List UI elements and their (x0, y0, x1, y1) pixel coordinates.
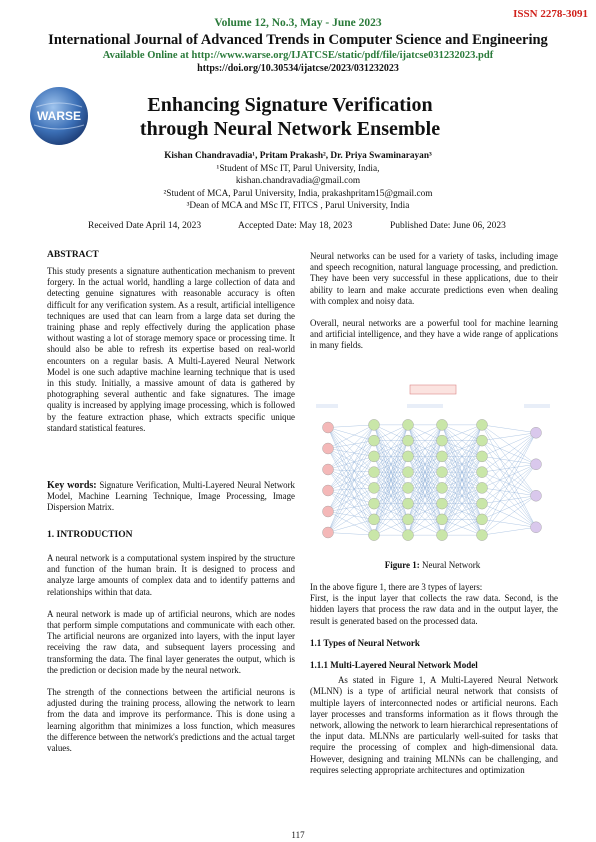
right-bottom-body (310, 582, 558, 787)
figure-caption-label: Figure 1: (384, 560, 420, 570)
accepted-date: Accepted Date: May 18, 2023 (238, 221, 353, 231)
network-edge (482, 433, 536, 441)
abstract-text: This study presents a signature authentication mechanism to prevent forgery. In the actual world, handling a large collection of data and detecting genuine signatures with reasonable accuracy is often difficult for any verification system. As a result, artificial intelligence techniques are used that can learn from a large data set during the training phase and reply effectively during the application phase without wasting a lot of storage memory space or processing time. It should also be able to refresh its expertise based on real-world encounters on a regular basis. A Multi-Layered Neural Network Model is one such adaptive machine learning technique that is used in this study. Initially, a massive amount of data is gathered by photographing several authentic and fake signatures. The image quality is increased by applying image processing, which is followed by the feature extraction phase, which extracts specific unique standard statistical features. (47, 266, 295, 433)
intro-paragraph-2: A neural network is made up of artificial neurons, which are nodes that perform simple computations and communicate with each other. The artificial neurons are organized into layers, with the input layer receiving the raw data, and subsequent layers processing and transforming the data. The final layer generates the output, which is the prediction or decision made by the neural network. (47, 608, 295, 675)
network-edge (482, 433, 536, 504)
network-edge (328, 425, 374, 491)
author-block (0, 150, 596, 213)
network-node (323, 443, 334, 454)
issn-label: ISSN 2278-3091 (513, 8, 588, 20)
network-node (369, 467, 380, 478)
network-node (403, 482, 414, 493)
right-top-body (310, 251, 558, 363)
journal-title: International Journal of Advanced Trends in Computer Science and Engineering (48, 32, 548, 48)
abstract-heading: ABSTRACT (47, 250, 99, 260)
intro-heading: 1. INTRODUCTION (47, 530, 133, 540)
figure-caption (310, 560, 555, 570)
section-1-1-1-heading: 1.1.1 Multi-Layered Neural Network Model (310, 660, 478, 671)
right-paragraph-1: Neural networks can be used for a variety of tasks, including image and speech recognition, natural language processing, and prediction. They have been very successful in these applications, due to their ability to learn and make accurate predictions even when dealing with complex and noisy data. (310, 251, 558, 306)
output-layer-label-box (524, 404, 550, 408)
network-node (437, 451, 448, 462)
network-node (403, 451, 414, 462)
paper-title (100, 93, 480, 141)
network-node (403, 530, 414, 541)
affiliation-1: ¹Student of MSc IT, Parul University, India, (216, 163, 380, 174)
network-node (531, 427, 542, 438)
network-node (403, 419, 414, 430)
received-date: Received Date April 14, 2023 (88, 221, 202, 231)
network-node (323, 464, 334, 475)
network-node (369, 498, 380, 509)
network-edge (328, 441, 374, 512)
network-node (369, 530, 380, 541)
title-line-2: through Neural Network Ensemble (139, 118, 441, 140)
network-node (531, 490, 542, 501)
network-node (403, 435, 414, 446)
network-edge (328, 533, 374, 536)
right-paragraph-5: As stated in Figure 1, A Multi-Layered Neural Network (MLNN) is a type of artificial neural network that consists of multiple layers of interconnected nodes or artificial neurons. Each layer processes and transforms information as it flows through the network, allowing the network to learn hierarchical representations of the input data. MLNNs are particularly well-suited for tasks that require the processing of complex and high-dimensional data. However, designing and training MLNNs can be challenging, and requires selecting appropriate architectures and optimization (310, 675, 558, 775)
network-edge (482, 433, 536, 488)
network-node (369, 514, 380, 525)
network-edge (328, 425, 374, 428)
network-edge (328, 470, 374, 473)
network-node (437, 530, 448, 541)
right-paragraph-4: First, is the input layer that collects the raw data. Second, is the hidden layers that process the raw data and in the output layer, the result is generated based on the processed data. (310, 593, 558, 626)
network-node (323, 506, 334, 517)
available-online-link[interactable]: Available Online at http://www.warse.org/IJATCSE/static/pdf/file/ijatcse031232023.pdf (102, 50, 494, 61)
intro-body (47, 553, 295, 765)
network-node (369, 435, 380, 446)
right-paragraph-2: Overall, neural networks are a powerful tool for machine learning and artificial intelligence, and they have a wide range of applications in many fields. (310, 318, 558, 351)
network-edge (482, 464, 536, 535)
section-1-1-heading: 1.1 Types of Neural Network (310, 637, 420, 648)
email-1: kishan.chandravadia@gmail.com (235, 176, 361, 186)
published-date: Published Date: June 06, 2023 (390, 221, 506, 231)
page-number: 117 (291, 830, 305, 840)
network-edge (328, 488, 374, 491)
network-node (437, 467, 448, 478)
network-edge (482, 496, 536, 520)
network-edge (482, 433, 536, 457)
network-node (477, 467, 488, 478)
network-edge (482, 527, 536, 535)
network-node (323, 422, 334, 433)
figure-caption-text: Neural Network (419, 560, 481, 570)
network-node (437, 498, 448, 509)
network-node (403, 514, 414, 525)
network-node (437, 419, 448, 430)
network-edge (482, 433, 536, 472)
network-node (477, 435, 488, 446)
network-node (369, 482, 380, 493)
intro-paragraph-3: The strength of the connections between the artificial neurons is adjusted during the training process, allowing the network to learn from the data and improve its performance. This is done using a learning algorithm that minimizes a loss function, which measures the difference between the network's predictions and the actual target values. (47, 687, 295, 754)
network-node (477, 530, 488, 541)
input-layer-label-box (316, 404, 338, 408)
keywords-text: Signature Verification, Multi-Layered Neural Network Model, Machine Learning Technique, Image Processing, Image Dispersion Matrix. (47, 480, 295, 513)
network-node (477, 451, 488, 462)
network-edge (328, 456, 374, 511)
network-edge (482, 496, 536, 535)
network-node (437, 514, 448, 525)
title-line-1: Enhancing Signature Verification (147, 94, 433, 116)
network-edges (328, 425, 536, 535)
doi-link[interactable]: https://doi.org/10.30534/ijatcse/2023/031232023 (197, 63, 399, 74)
author-names: Kishan Chandravadia¹, Pritam Prakash², Dr. Priya Swaminarayan³ (164, 151, 432, 161)
hidden-layer-label-box (407, 404, 443, 408)
keywords (47, 480, 295, 514)
network-node (323, 527, 334, 538)
network-node (323, 485, 334, 496)
network-nodes (323, 419, 542, 540)
network-node (403, 498, 414, 509)
network-node (369, 419, 380, 430)
right-paragraph-3: In the above figure 1, there are 3 types of layers: (310, 582, 483, 592)
figure-header-box (410, 385, 456, 394)
network-edge (482, 519, 536, 527)
network-node (437, 482, 448, 493)
network-node (403, 467, 414, 478)
intro-paragraph-1: A neural network is a computational system inspired by the structure and function of the human brain. It is designed to process and analyze large amounts of complex data and to identify patterns and relationships within that data. (47, 553, 295, 597)
neural-network-figure (312, 383, 554, 548)
affiliation-2: ²Student of MCA, Parul University, India, prakashpritam15@gmail.com (163, 188, 433, 199)
network-node (437, 435, 448, 446)
network-edge (482, 464, 536, 519)
warse-logo (28, 85, 90, 147)
network-edge (482, 433, 536, 520)
network-node (531, 459, 542, 470)
keywords-label: Key words: (47, 480, 97, 491)
network-node (477, 482, 488, 493)
network-node (477, 498, 488, 509)
volume-line: Volume 12, No.3, May - June 2023 (214, 17, 382, 29)
network-edge (482, 425, 536, 433)
affiliation-3: ³Dean of MCA and MSc IT, FITCS , Parul University, India (186, 201, 410, 211)
network-node (477, 514, 488, 525)
network-node (369, 451, 380, 462)
network-edge (482, 433, 536, 535)
network-node (477, 419, 488, 430)
logo-text: WARSE (36, 109, 82, 123)
network-node (531, 522, 542, 533)
